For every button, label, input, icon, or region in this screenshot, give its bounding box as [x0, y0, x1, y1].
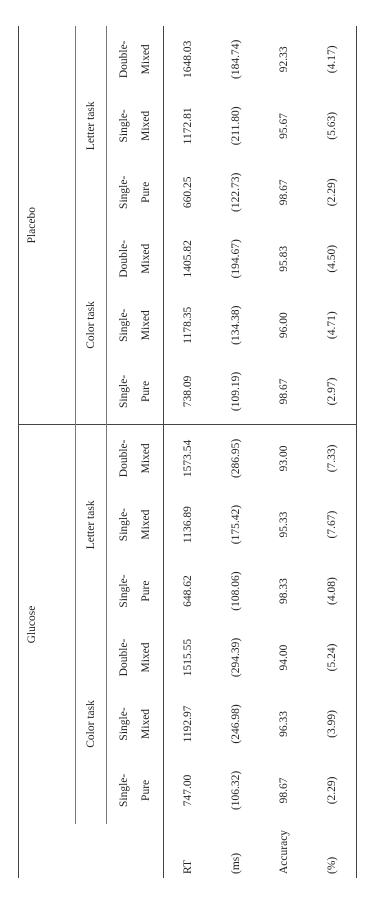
condition-line1: Double-	[117, 439, 130, 478]
condition-line1: Single-	[117, 707, 130, 741]
condition-line1: Single-	[117, 374, 130, 409]
condition-line2: Pure	[140, 580, 152, 602]
condition-line2: Pure	[140, 380, 152, 402]
condition-header	[107, 558, 164, 624]
table-cell: (109.19)	[212, 358, 260, 424]
group-header-row	[19, 26, 46, 878]
group-rule-row	[45, 26, 76, 878]
table-cell: (294.39)	[229, 637, 242, 678]
table-cell: 93.00	[277, 445, 290, 472]
condition-header	[107, 292, 164, 358]
table-cell: (4.08)	[308, 558, 357, 624]
condition-header	[107, 26, 164, 93]
spacer-cell	[107, 824, 164, 878]
condition-line2: Mixed	[140, 509, 152, 540]
table-cell: 94.00	[277, 644, 290, 671]
condition-line1: Double-	[117, 40, 130, 79]
condition-line2: Mixed	[140, 708, 152, 739]
condition-header	[107, 93, 164, 159]
table-cell: 98.33	[277, 578, 290, 604]
table-cell: 1136.89	[181, 506, 194, 544]
table-cell: 1405.82	[181, 240, 194, 278]
table-cell: 98.67	[260, 358, 308, 424]
row-label: RT	[181, 859, 194, 874]
table-cell: (286.95)	[229, 438, 242, 479]
condition-line2: Pure	[140, 181, 152, 203]
condition-line1: Double-	[117, 239, 130, 278]
row-label: Accuracy	[277, 829, 290, 874]
table-row	[308, 26, 357, 878]
row-label: (ms)	[229, 852, 242, 874]
condition-line1: Single-	[117, 574, 130, 608]
table-cell: 92.33	[277, 46, 290, 73]
table-cell: 1172.81	[181, 107, 194, 145]
table-cell: 96.33	[277, 711, 290, 737]
table-cell: 1192.97	[181, 705, 194, 743]
table-cell: 648.62	[181, 575, 194, 607]
table-cell: (2.29)	[308, 757, 357, 823]
table-cell: (246.98)	[229, 704, 242, 744]
condition-header-row	[107, 26, 164, 878]
condition-line1: Single-	[117, 175, 130, 209]
condition-line1: Single-	[117, 109, 130, 143]
condition-line2: Mixed	[140, 110, 152, 141]
task-header-row	[76, 26, 107, 878]
task-header: Letter task	[76, 425, 107, 624]
task-header: Color task	[76, 226, 107, 425]
table-cell: 96.00	[277, 312, 290, 339]
condition-line2: Mixed	[140, 310, 152, 341]
table-cell: (2.97)	[308, 358, 357, 424]
table-cell: (211.80)	[229, 106, 242, 146]
table-cell: (175.42)	[229, 504, 242, 545]
condition-line2: Mixed	[140, 243, 152, 274]
placebo-rule	[45, 26, 76, 425]
table-cell: 660.25	[181, 176, 194, 209]
condition-header	[107, 757, 164, 823]
table-cell: (134.38)	[229, 305, 242, 345]
task-header: Color task	[76, 624, 107, 823]
group-placebo: Placebo	[19, 26, 46, 425]
table-row	[164, 26, 213, 878]
task-header: Letter task	[76, 26, 107, 226]
spacer-cell	[45, 824, 76, 878]
table-cell: (5.24)	[308, 624, 357, 690]
table-row	[260, 26, 308, 878]
condition-header	[107, 425, 164, 491]
condition-header	[107, 159, 164, 225]
corner-cell	[19, 824, 46, 878]
table-cell: (184.74)	[229, 39, 242, 79]
condition-line1: Single-	[117, 773, 130, 808]
condition-header	[107, 624, 164, 690]
table-cell: (2.29)	[308, 159, 357, 225]
condition-header	[107, 691, 164, 757]
table-cell: 1515.55	[181, 638, 194, 677]
table-cell: (108.06)	[229, 571, 242, 611]
condition-line2: Pure	[140, 779, 152, 801]
table-cell: (106.32)	[229, 770, 242, 811]
table-cell: 1648.03	[181, 40, 194, 79]
condition-line2: Mixed	[140, 443, 152, 474]
table-cell: (7.33)	[308, 425, 357, 491]
row-label: (%)	[308, 824, 357, 878]
table-cell: 95.83	[277, 245, 290, 272]
table-cell: 1178.35	[181, 306, 194, 344]
table-cell: (4.17)	[308, 26, 357, 93]
table-cell: 98.67	[277, 777, 290, 804]
results-table	[18, 26, 357, 878]
condition-line1: Single-	[117, 507, 130, 542]
table-cell: 95.67	[277, 112, 290, 139]
condition-header	[107, 358, 164, 424]
table-cell: 1573.54	[181, 439, 194, 478]
group-glucose: Glucose	[19, 425, 46, 824]
glucose-rule	[45, 425, 76, 824]
table-cell: (5.63)	[308, 93, 357, 159]
table-cell: (4.50)	[308, 226, 357, 292]
table-cell: 747.00	[181, 774, 194, 807]
condition-header	[107, 226, 164, 292]
table-cell: 98.67	[277, 179, 290, 206]
table-cell: (194.67)	[229, 239, 242, 279]
table-cell: 738.09	[164, 358, 213, 424]
condition-header	[107, 491, 164, 557]
table-cell: (7.67)	[308, 491, 357, 557]
condition-line1: Single-	[117, 308, 130, 342]
table-row	[212, 26, 260, 878]
condition-line2: Mixed	[140, 642, 152, 673]
table-cell: (4.71)	[308, 292, 357, 358]
condition-line1: Double-	[117, 638, 130, 677]
table-cell: (122.73)	[229, 172, 242, 212]
condition-line2: Mixed	[140, 44, 152, 75]
table-cell: 95.33	[277, 511, 290, 538]
spacer-cell	[76, 824, 107, 878]
table-cell: (3.99)	[308, 691, 357, 757]
